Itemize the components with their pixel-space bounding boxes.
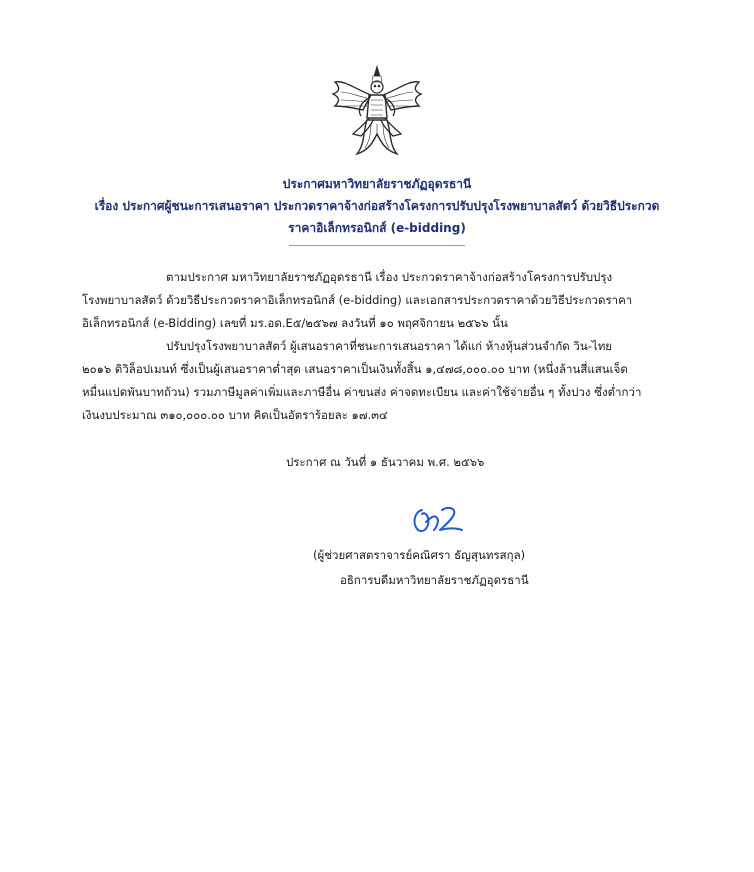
- title-divider: [289, 245, 465, 246]
- paragraph-2-line-4: เงินงบประมาณ ๓๑๐,๐๐๐.๐๐ บาท คิดเป็นอัตราร้อยละ ๑๗.๓๔: [82, 408, 388, 422]
- garuda-emblem-icon: [327, 62, 427, 162]
- signatory-name: (ผู้ช่วยศาสตราจารย์คณิศรา ธัญสุนทรสกุล): [313, 548, 526, 562]
- announcement-subject-continued: ราคาอิเล็กทรอนิกส์ (e-bidding): [288, 221, 466, 235]
- paragraph-1-line-2: โรงพยาบาลสัตว์ ด้วยวิธีประกวดราคาอิเล็กทรอนิกส์ (e-bidding) และเอกสารประกวดราคาด้วยวิธีประกวดราคา: [82, 293, 633, 307]
- paragraph-1-line-3: อิเล็กทรอนิกส์ (e-Bidding) เลขที่ มร.อด.E๕/๒๕๖๗ ลงวันที่ ๑๐ พฤศจิกายน ๒๕๖๖ นั้น: [82, 316, 508, 330]
- announcement-title: ประกาศมหาวิทยาลัยราชภัฏอุดรธานี: [282, 177, 472, 191]
- handwritten-signature-icon: [408, 502, 468, 536]
- announcement-date: ประกาศ ณ วันที่ ๑ ธันวาคม พ.ศ. ๒๕๖๖: [286, 455, 485, 469]
- signatory-position: อธิการบดีมหาวิทยาลัยราชภัฏอุดรธานี: [340, 573, 529, 587]
- paragraph-2-line-2: ๒๐๑๖ ดิวิล็อปเมนท์ ซึ่งเป็นผู้เสนอราคาต่ำสุด เสนอราคาเป็นเงินทั้งสิ้น ๑,๔๗๘,๐๐๐.๐๐ บาท (หนึ่งล้านสี่แสนเจ็ด: [82, 362, 628, 376]
- paragraph-1-line-1: ตามประกาศ มหาวิทยาลัยราชภัฏอุดรธานี เรื่อง ประกวดราคาจ้างก่อสร้างโครงการปรับปรุง: [166, 270, 613, 284]
- paragraph-2-line-1: ปรับปรุงโรงพยาบาลสัตว์ ผู้เสนอราคาที่ชนะการเสนอราคา ได้แก่ ห้างหุ้นส่วนจำกัด วิน-ไทย: [166, 339, 613, 353]
- announcement-subject: เรื่อง ประกาศผู้ชนะการเสนอราคา ประกวดราคาจ้างก่อสร้างโครงการปรับปรุงโรงพยาบาลสัตว์ ด้วยวิธีประกวด: [94, 199, 660, 213]
- paragraph-2-line-3: หมื่นแปดพันบาทถ้วน) รวมภาษีมูลค่าเพิ่มและภาษีอื่น ค่าขนส่ง ค่าจดทะเบียน และค่าใช้จ่ายอื่น ๆ ทั้งปวง ซึ่งต่ำกว่า: [82, 385, 642, 399]
